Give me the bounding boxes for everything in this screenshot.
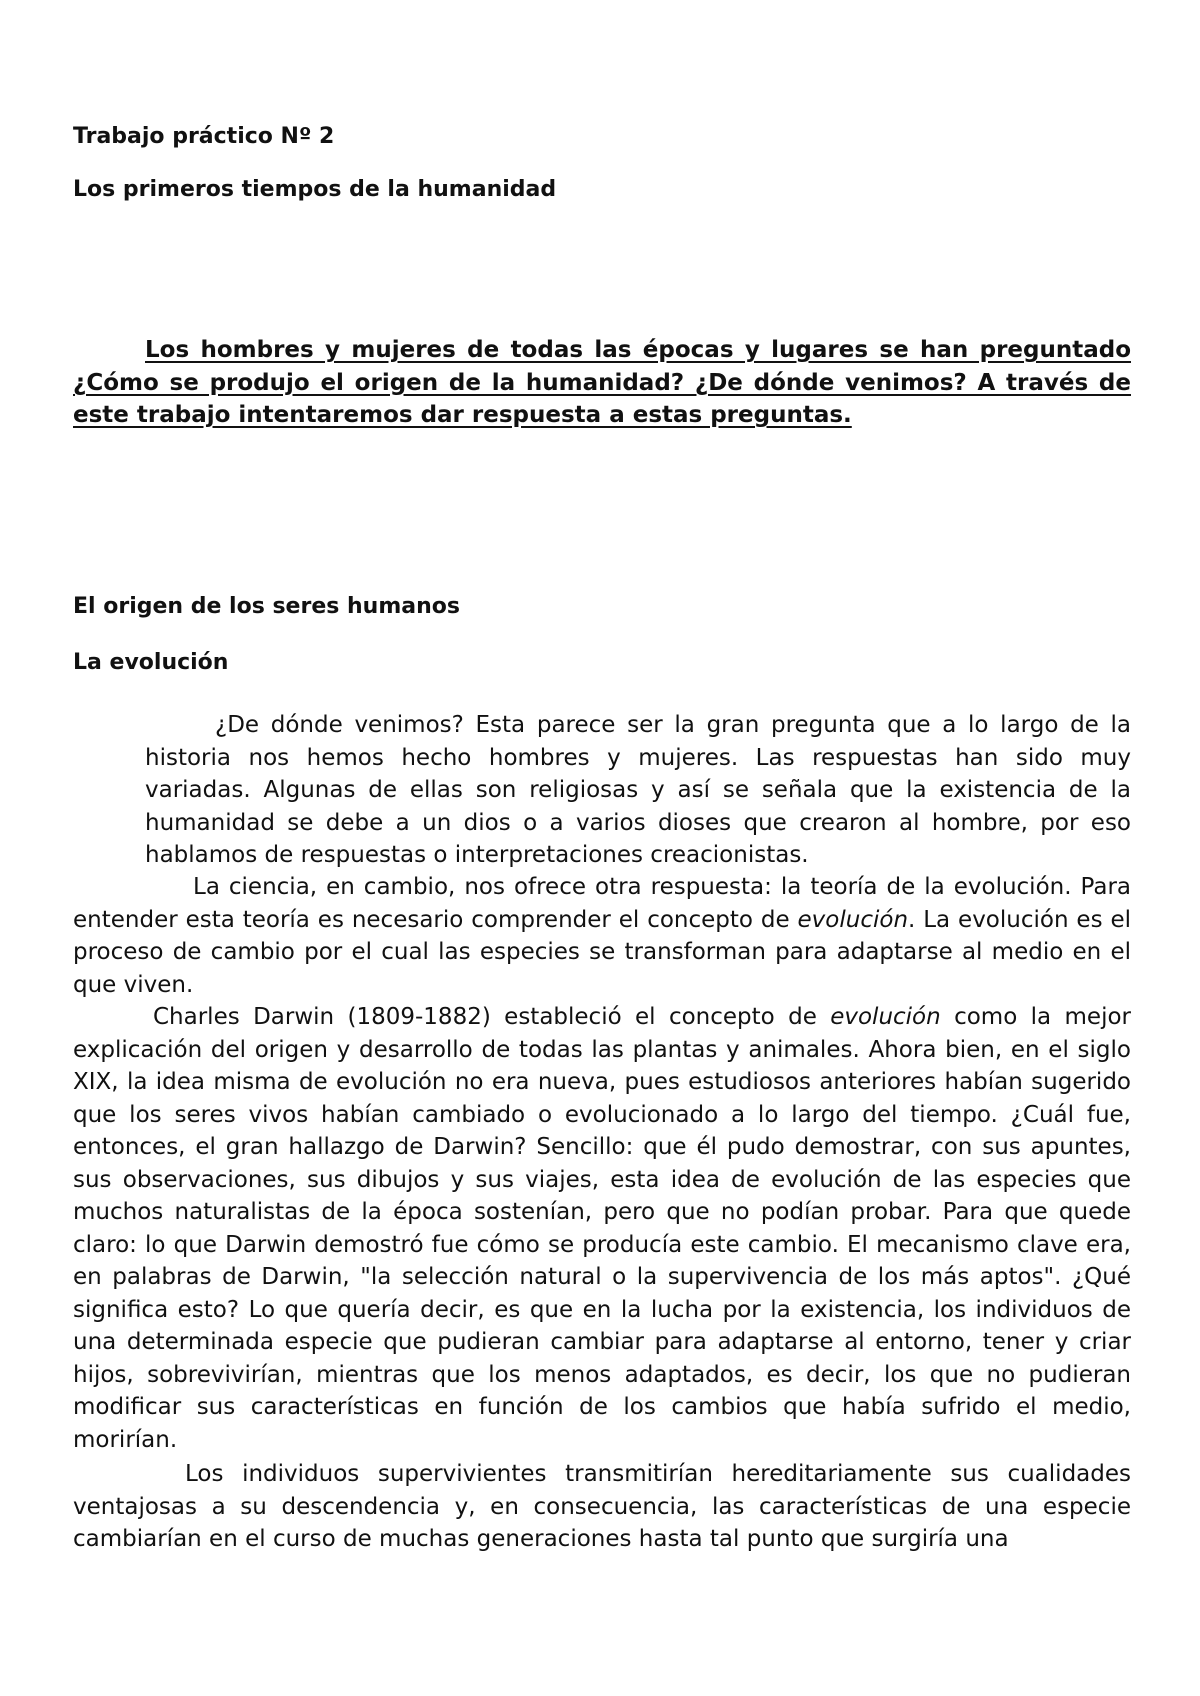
quote-text: ¿De dónde venimos? Esta parece ser la gran pregunta que a lo largo de la historia nos hemos hecho hombres y mujeres. Las respuestas han sido muy variadas. Algunas de ellas son religiosas y así se señala que la existencia de la humanidad se debe a un dios o a varios dioses que crearon al hombre, por eso hablamos de respuestas o interpretaciones creacionistas.	[145, 712, 1131, 868]
document-subtitle: Los primeros tiempos de la humanidad	[73, 177, 557, 202]
body-p3-text: Los individuos supervivientes transmitirían hereditariamente sus cualidades ventajosas a su descendencia y, en consecuencia, las características de una especie cambiarían en el curso de muchas generaciones hasta tal punto que surgiría una	[73, 1461, 1131, 1552]
body-p1-text-b: . La evolución es el proceso de cambio por el cual las especies se transforman para adaptarse al medio en el que viven.	[73, 906, 1132, 998]
section-heading: El origen de los seres humanos	[73, 594, 460, 619]
document-title: Trabajo práctico Nº 2	[73, 124, 335, 149]
body-p1-emphasis: evolución	[797, 906, 909, 933]
body-p2-emphasis: evolución	[830, 1004, 941, 1030]
body-paragraph-2	[73, 1001, 1131, 1456]
intro-paragraph	[73, 334, 1131, 432]
body-p2-text-b: como la mejor explicación del origen y desarrollo de todas las plantas y animales. Ahora bien, en el siglo XIX, la idea misma de evolución no era nueva, pues estudiosos anteriores habían sugerido que los seres vivos habían cambiado o evolucionado a lo largo del tiempo. ¿Cuál fue, entonces, el gran hallazgo de Darwin? Sencillo: que él pudo demostrar, con sus apuntes, sus observaciones, sus dibujos y sus viajes, esta idea de evolución de las especies que muchos naturalistas de la época sostenían, pero que no podían probar. Para que quede claro: lo que Darwin demostró fue cómo se producía este cambio. El mecanismo clave era, en palabras de Darwin, "la selección natural o la supervivencia de los más aptos". ¿Qué significa esto? Lo que quería decir, es que en la lucha por la existencia, los individuos de una determinada especie que pudieran cambiar para adaptarse al entorno, tener y criar hijos, sobrevivirían, mientras que los menos adaptados, es decir, los que no pudieran modificar sus características en función de los cambios que había sufrido el medio, morirían.	[73, 1004, 1131, 1453]
intro-text: Los hombres y mujeres de todas las épocas y lugares se han preguntado ¿Cómo se produjo el origen de la humanidad? ¿De dónde venimos? A través de este trabajo intentaremos dar respuesta a estas preguntas.	[73, 337, 1131, 428]
body-paragraph-1	[73, 871, 1131, 1001]
body-paragraph-3	[73, 1458, 1131, 1556]
subsection-heading: La evolución	[73, 650, 229, 675]
body-p1-text-a: La ciencia, en cambio, nos ofrece otra respuesta: la teoría de la evolución. Para entender esta teoría es necesario comprender el concepto de	[73, 874, 1131, 933]
body-p2-text-a: Charles Darwin (1809-1882) estableció el concepto de	[153, 1004, 831, 1030]
quote-paragraph	[145, 709, 1131, 872]
